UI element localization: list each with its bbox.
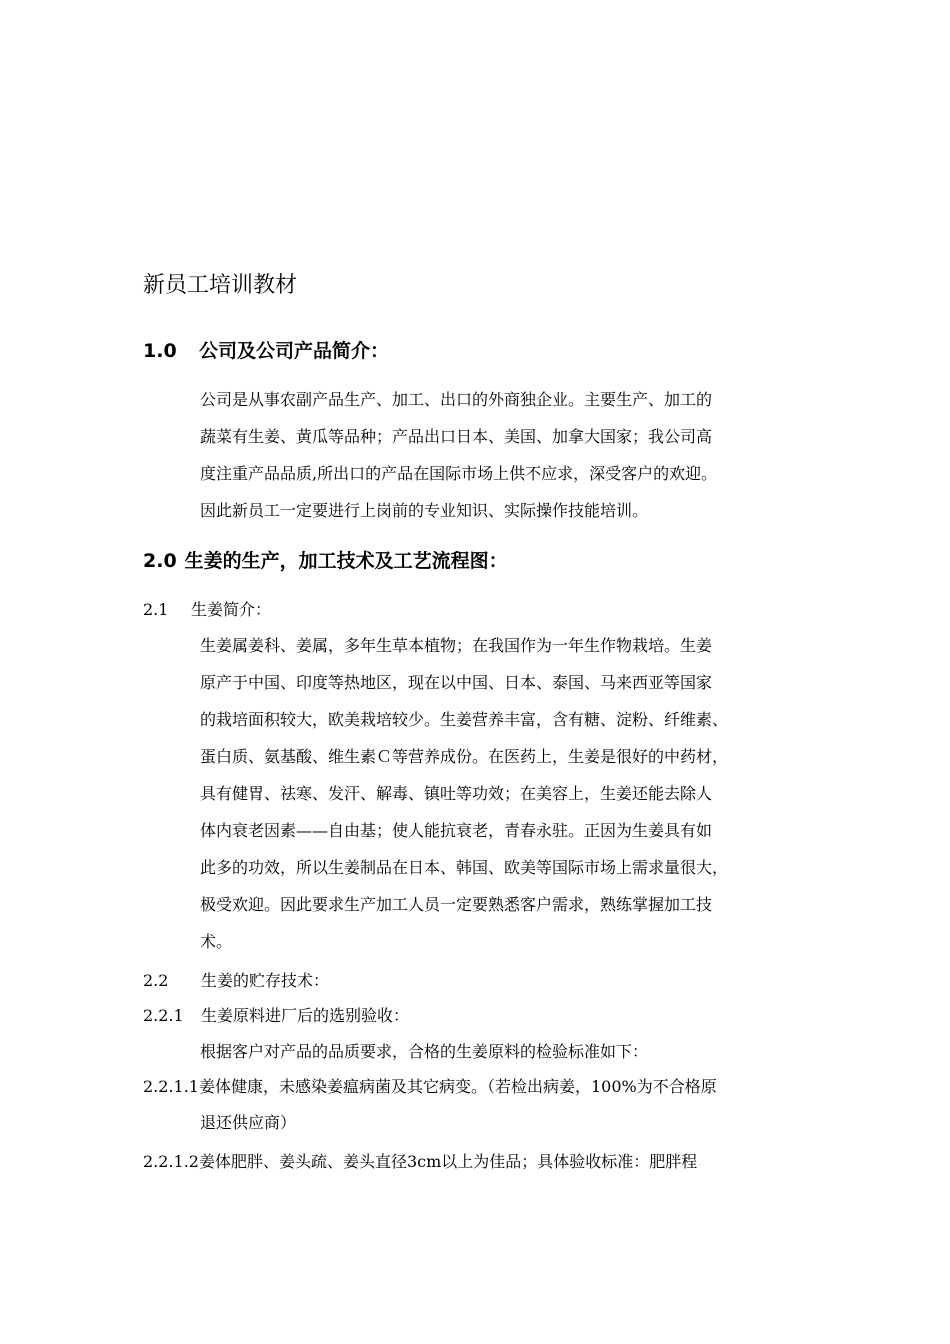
subsection-2-2-heading xyxy=(143,966,329,996)
item-2-2-1-1-text: 姜体健康，未感染姜瘟病菌及其它病变。（若检出病姜，100%为不合格原 xyxy=(198,1077,717,1096)
document-title: 新员工培训教材 xyxy=(143,273,298,298)
subsection-2-1-number: 2.1 xyxy=(143,600,169,619)
section-1-paragraph xyxy=(200,381,840,529)
item-2-2-1-1-number: 2.2.1.1 xyxy=(143,1077,199,1096)
subsection-2-1-title: 生姜简介： xyxy=(191,600,272,619)
paragraph-line: 体内衰老因素——自由基；使人能抗衰老，青春永驻。正因为生姜具有如 xyxy=(200,821,713,840)
section-2-number: 2.0 xyxy=(143,550,177,572)
section-2-title: 生姜的生产，加工技术及工艺流程图： xyxy=(184,550,508,572)
section-1-title: 公司及公司产品简介： xyxy=(199,340,390,362)
subsection-2-1-paragraph xyxy=(200,627,840,960)
paragraph-line: 极受欢迎。因此要求生产加工人员一定要熟悉客户需求，熟练掌握加工技 xyxy=(200,895,713,914)
item-2-2-1-2 xyxy=(143,1147,697,1177)
subsection-2-2-1-heading xyxy=(143,1001,409,1031)
paragraph-line: 生姜属姜科、姜属，多年生草本植物；在我国作为一年生作物栽培。生姜 xyxy=(200,636,713,655)
subsection-2-2-title: 生姜的贮存技术： xyxy=(201,971,330,990)
section-1-number: 1.0 xyxy=(143,340,177,362)
paragraph-line: 原产于中国、印度等热地区，现在以中国、日本、泰国、马来西亚等国家 xyxy=(200,673,713,692)
paragraph-line: 的栽培面积较大，欧美栽培较少。生姜营养丰富，含有糖、淀粉、纤维素、 xyxy=(200,710,729,729)
item-2-2-1-1-continuation: 退还供应商） xyxy=(200,1113,297,1132)
section-2-heading xyxy=(143,546,508,576)
paragraph-line: 度注重产品品质,所出口的产品在国际市场上供不应求，深受客户的欢迎。 xyxy=(200,464,718,483)
subsection-2-1-heading xyxy=(143,595,271,625)
paragraph-line: 此多的功效，所以生姜制品在日本、韩国、欧美等国际市场上需求量很大， xyxy=(200,858,729,877)
subsection-2-2-number: 2.2 xyxy=(143,971,169,990)
paragraph-line: 具有健胃、祛寒、发汗、解毒、镇吐等功效；在美容上，生姜还能去除人 xyxy=(200,784,713,803)
paragraph-line: 蛋白质、氨基酸、维生素Ｃ等营养成份。在医药上，生姜是很好的中药材， xyxy=(200,747,729,766)
item-2-2-1-1 xyxy=(143,1072,717,1102)
subsection-2-2-1-title: 生姜原料进厂后的选别验收： xyxy=(201,1006,410,1025)
section-1-heading xyxy=(143,336,389,366)
paragraph-line: 术。 xyxy=(200,932,233,951)
subsection-2-2-1-number: 2.2.1 xyxy=(143,1006,184,1025)
item-2-2-1-2-number: 2.2.1.2 xyxy=(143,1152,199,1171)
subsection-2-2-1-intro: 根据客户对产品的品质要求，合格的生姜原料的检验标准如下： xyxy=(200,1042,649,1061)
paragraph-line: 公司是从事农副产品生产、加工、出口的外商独企业。主要生产、加工的 xyxy=(200,390,713,409)
item-2-2-1-2-text: 姜体肥胖、姜头疏、姜头直径3cm以上为佳品；具体验收标准：肥胖程 xyxy=(198,1152,698,1171)
paragraph-line: 蔬菜有生姜、黄瓜等品种；产品出口日本、美国、加拿大国家；我公司高 xyxy=(200,427,713,446)
paragraph-line: 因此新员工一定要进行上岗前的专业知识、实际操作技能培训。 xyxy=(200,501,649,520)
